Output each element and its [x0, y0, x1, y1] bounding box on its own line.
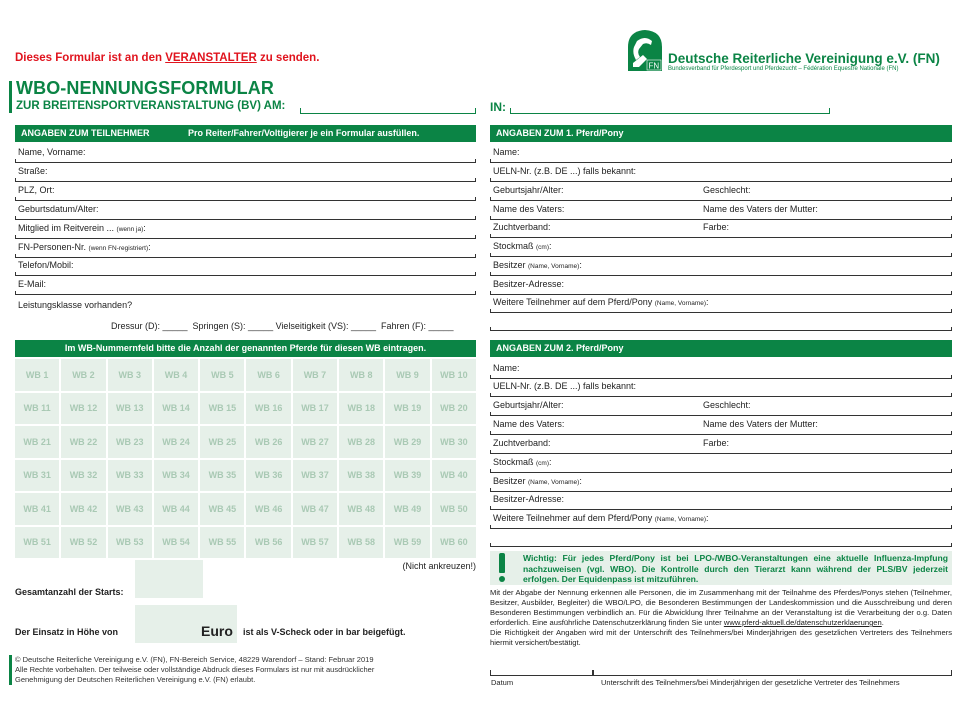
horse1-ueln-field[interactable]: UELN-Nr. (z.B. DE ...) falls bekannt: — [490, 164, 952, 182]
horse2-owner-address-field[interactable]: Besitzer-Adresse: — [490, 492, 952, 510]
wb-cell[interactable]: WB 32 — [61, 460, 105, 492]
wb-cell[interactable]: WB 47 — [293, 493, 337, 525]
wb-cell[interactable]: WB 33 — [108, 460, 152, 492]
wb-cell[interactable]: WB 22 — [61, 426, 105, 458]
wb-cell[interactable]: WB 40 — [432, 460, 476, 492]
vaccination-warning: Wichtig: Für jedes Pferd/Pony ist bei LPO-/WBO-Veranstaltungen eine aktuelle Influenza-Impfung nachzuweisen (vgl. WBO). Die Kontrolle durch den Tierarzt kann während der PLS/BV jederzeit erfolgen. Der Equidenpass ist mitzuführen. — [490, 551, 952, 585]
wb-cell[interactable]: WB 18 — [339, 393, 383, 425]
wb-cell[interactable]: WB 21 — [15, 426, 59, 458]
organization-subtitle: Bundesverband für Pferdesport und Pferdezucht – Fédération Equestre Nationale (FN) — [668, 66, 899, 72]
legal-notice: Mit der Abgabe der Nennung erkennen alle Personen, die im Zusammenhang mit der Teilnahme des Pferdes/Ponys stehen (Teilnehmer, Besitzer, Ausbilder, Begleiter) die WBO/LPO, die Besonderen Bestimmungen der Landeskommission und die Ausschreibung und deren Besonderen Bestimmungen verbindlich an. Für die Abwicklung Ihrer Teilnahme an der Veranstaltung ist die Verarbeitung der o.g. Daten erforderlich. Eine ausführliche Datenschutzerklärung finden Sie unter www.pferd-aktuell.de/datenschutzerklaerungen. Die Richtigkeit der Angaben wird mit der Unterschrift des Teilnehmers/bei Minderjährigen des gesetzlichen Vertreters des Teilnehmers hiermit versichert/bestätigt. — [490, 588, 952, 647]
wb-cell[interactable]: WB 7 — [293, 359, 337, 391]
wb-cell[interactable]: WB 41 — [15, 493, 59, 525]
wb-cell[interactable]: WB 60 — [432, 527, 476, 559]
zip-city-field[interactable]: PLZ, Ort: — [15, 183, 476, 201]
fee-payment-note: ist als V-Scheck oder in bar beigefügt. — [243, 627, 406, 637]
wb-cell[interactable]: WB 25 — [200, 426, 244, 458]
wb-cell[interactable]: WB 9 — [385, 359, 429, 391]
signature-field[interactable] — [593, 670, 952, 676]
wb-cell[interactable]: WB 52 — [61, 527, 105, 559]
total-starts-field[interactable] — [135, 560, 203, 598]
horse1-parents-field[interactable]: Name des Vaters: Name des Vaters der Mutter: — [490, 202, 952, 220]
participant-section-header: ANGABEN ZUM TEILNEHMER Pro Reiter/Fahrer/Voltigierer je ein Formular ausfüllen. — [15, 125, 476, 142]
organizer-emphasis: VERANSTALTER — [165, 52, 257, 64]
svg-text:FN: FN — [648, 61, 660, 71]
horse2-name-field[interactable]: Name: — [490, 361, 952, 379]
wb-cell[interactable]: WB 12 — [61, 393, 105, 425]
wb-cell[interactable]: WB 58 — [339, 527, 383, 559]
horse1-owner-address-field[interactable]: Besitzer-Adresse: — [490, 277, 952, 295]
exclamation-icon — [498, 553, 506, 583]
wb-cell[interactable]: WB 50 — [432, 493, 476, 525]
horse1-owner-field[interactable]: Besitzer (Name, Vorname): — [490, 258, 952, 276]
wb-cell[interactable]: WB 45 — [200, 493, 244, 525]
horse1-other-riders-field[interactable]: Weitere Teilnehmer auf dem Pferd/Pony (Name, Vorname): — [490, 295, 952, 313]
wb-cell[interactable]: WB 38 — [339, 460, 383, 492]
wb-cell[interactable]: WB 23 — [108, 426, 152, 458]
club-membership-field[interactable]: Mitglied im Reitverein ... (wenn ja): — [15, 221, 476, 239]
page-subtitle: ZUR BREITENSPORTVERANSTALTUNG (BV) AM: — [16, 100, 286, 112]
wb-cell[interactable]: WB 14 — [154, 393, 198, 425]
wb-cell[interactable]: WB 1 — [15, 359, 59, 391]
horse1-other-riders-extra-line[interactable] — [490, 313, 952, 331]
wb-cell[interactable]: WB 13 — [108, 393, 152, 425]
signature-label: Unterschrift des Teilnehmers/bei Minderjährigen der gesetzliche Vertreter des Teilnehmers — [601, 678, 900, 687]
wb-cell[interactable]: WB 48 — [339, 493, 383, 525]
wb-cell[interactable]: WB 6 — [246, 359, 290, 391]
name-field[interactable]: Name, Vorname: — [15, 145, 476, 163]
horse2-parents-field[interactable]: Name des Vaters: Name des Vaters der Mutter: — [490, 417, 952, 435]
wb-cell[interactable]: WB 17 — [293, 393, 337, 425]
wb-number-grid — [15, 359, 476, 558]
event-date-field[interactable] — [300, 108, 476, 114]
wb-cell[interactable]: WB 5 — [200, 359, 244, 391]
wb-cell[interactable]: WB 4 — [154, 359, 198, 391]
horse2-section-header: ANGABEN ZUM 2. Pferd/Pony — [490, 340, 952, 357]
event-location-field[interactable] — [510, 108, 830, 114]
horse1-name-field[interactable]: Name: — [490, 145, 952, 163]
email-field[interactable]: E-Mail: — [15, 277, 476, 295]
horse2-owner-field[interactable]: Besitzer (Name, Vorname): — [490, 474, 952, 492]
wb-cell[interactable]: WB 30 — [432, 426, 476, 458]
total-starts-label: Gesamtanzahl der Starts: — [15, 587, 124, 597]
phone-field[interactable]: Telefon/Mobil: — [15, 258, 476, 276]
fn-person-number-field[interactable]: FN-Personen-Nr. (wenn FN-registriert): — [15, 240, 476, 258]
wb-cell[interactable]: WB 54 — [154, 527, 198, 559]
horse2-ueln-field[interactable]: UELN-Nr. (z.B. DE ...) falls bekannt: — [490, 379, 952, 397]
title-accent-bar — [9, 81, 12, 113]
wb-cell[interactable]: WB 28 — [339, 426, 383, 458]
wb-cell[interactable]: WB 43 — [108, 493, 152, 525]
privacy-policy-link[interactable]: www.pferd-aktuell.de/datenschutzerklaerungen — [723, 618, 882, 627]
wb-cell[interactable]: WB 37 — [293, 460, 337, 492]
organization-name: Deutsche Reiterliche Vereinigung e.V. (FN) — [668, 51, 940, 66]
performance-class-question: Leistungsklasse vorhanden? — [18, 300, 133, 310]
wb-cell[interactable]: WB 51 — [15, 527, 59, 559]
horse2-other-riders-extra-line[interactable] — [490, 529, 952, 547]
wb-cell[interactable]: WB 39 — [385, 460, 429, 492]
do-not-tick-note: (Nicht ankreuzen!) — [402, 561, 476, 571]
send-to-organizer-notice: Dieses Formular ist an den VERANSTALTER zu senden. — [15, 52, 320, 64]
wb-cell[interactable]: WB 20 — [432, 393, 476, 425]
wb-cell[interactable]: WB 55 — [200, 527, 244, 559]
wb-cell[interactable]: WB 46 — [246, 493, 290, 525]
horse2-birth-sex-field[interactable]: Geburtsjahr/Alter: Geschlecht: — [490, 398, 952, 416]
date-field[interactable] — [490, 670, 593, 676]
fn-horse-logo-icon — [625, 27, 665, 73]
footer-accent-bar — [9, 655, 12, 685]
wb-cell[interactable]: WB 57 — [293, 527, 337, 559]
wb-cell[interactable]: WB 2 — [61, 359, 105, 391]
copyright-footer: © Deutsche Reiterliche Vereinigung e.V. (FN), FN-Bereich Service, 48229 Warendorf – Stand: Februar 2019 Alle Rechte vorbehalten. Der teilweise oder vollständige Abdruck dieses Formulars ist nur mit ausdrücklicher Genehmigung der Deutschen Reiterlichen Vereinigung e.V. (FN) erlaubt. — [15, 655, 375, 684]
wb-cell[interactable]: WB 42 — [61, 493, 105, 525]
horse2-other-riders-field[interactable]: Weitere Teilnehmer auf dem Pferd/Pony (Name, Vorname): — [490, 511, 952, 529]
horse1-breed-color-field[interactable]: Zuchtverband: Farbe: — [490, 220, 952, 238]
fee-label: Der Einsatz in Höhe von — [15, 627, 119, 637]
wb-cell[interactable]: WB 3 — [108, 359, 152, 391]
wb-cell[interactable]: WB 34 — [154, 460, 198, 492]
horse2-height-field[interactable]: Stockmaß (cm): — [490, 455, 952, 473]
wb-cell[interactable]: WB 35 — [200, 460, 244, 492]
wb-cell[interactable]: WB 31 — [15, 460, 59, 492]
event-location-label: IN: — [490, 100, 506, 114]
wb-cell[interactable]: WB 8 — [339, 359, 383, 391]
page-title: WBO-NENNUNGSFORMULAR — [16, 78, 274, 98]
wb-cell[interactable]: WB 49 — [385, 493, 429, 525]
currency-label: Euro — [201, 623, 233, 639]
wb-cell[interactable]: WB 10 — [432, 359, 476, 391]
street-field[interactable]: Straße: — [15, 164, 476, 182]
wb-cell[interactable]: WB 59 — [385, 527, 429, 559]
wb-cell[interactable]: WB 44 — [154, 493, 198, 525]
wb-cell[interactable]: WB 53 — [108, 527, 152, 559]
wb-cell[interactable]: WB 27 — [293, 426, 337, 458]
wb-cell[interactable]: WB 26 — [246, 426, 290, 458]
wb-cell[interactable]: WB 29 — [385, 426, 429, 458]
performance-class-fields[interactable]: Dressur (D): _____ Springen (S): _____ Vielseitigkeit (VS): _____ Fahren (F): _____ — [111, 321, 454, 331]
birthdate-field[interactable]: Geburtsdatum/Alter: — [15, 202, 476, 220]
horse1-section-header: ANGABEN ZUM 1. Pferd/Pony — [490, 125, 952, 142]
wb-cell[interactable]: WB 15 — [200, 393, 244, 425]
wb-cell[interactable]: WB 19 — [385, 393, 429, 425]
wb-cell[interactable]: WB 36 — [246, 460, 290, 492]
wb-cell[interactable]: WB 11 — [15, 393, 59, 425]
wb-cell[interactable]: WB 16 — [246, 393, 290, 425]
horse1-height-field[interactable]: Stockmaß (cm): — [490, 239, 952, 257]
wb-cell[interactable]: WB 24 — [154, 426, 198, 458]
horse1-birth-sex-field[interactable]: Geburtsjahr/Alter: Geschlecht: — [490, 183, 952, 201]
wb-grid-header: Im WB-Nummernfeld bitte die Anzahl der genannten Pferde für diesen WB eintragen. — [15, 340, 476, 357]
date-label: Datum — [491, 678, 514, 687]
wb-cell[interactable]: WB 56 — [246, 527, 290, 559]
horse2-breed-color-field[interactable]: Zuchtverband: Farbe: — [490, 436, 952, 454]
